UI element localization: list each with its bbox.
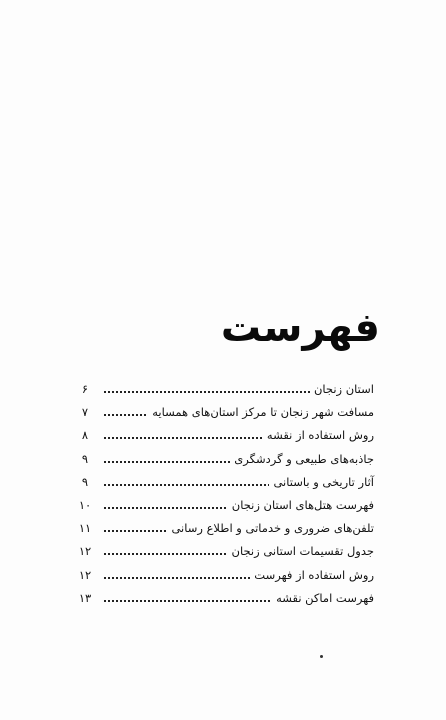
toc-entry — [78, 496, 374, 519]
toc-entry-page: ۱۲ — [78, 544, 92, 559]
page-mark-dot — [320, 655, 323, 658]
toc-entry-label: آثار تاریخی و باستانی — [269, 474, 374, 490]
toc-entry — [78, 473, 374, 496]
toc-entry — [78, 450, 374, 473]
toc-entry — [78, 426, 374, 449]
toc-entry-page: ۹ — [78, 474, 92, 490]
toc-entry-label: جاذبه‌های طبیعی و گردشگری — [230, 451, 374, 467]
toc-entry — [78, 566, 374, 589]
toc-entry-label: مسافت شهر زنجان تا مرکز استان‌های همسایه — [148, 404, 374, 420]
toc-entry — [78, 589, 374, 612]
toc-entry-page: ۱۳ — [78, 590, 92, 605]
toc-entry-page: ۷ — [78, 404, 92, 420]
toc-entry-page: ۱۲ — [78, 567, 92, 582]
toc-list — [78, 380, 374, 612]
toc-entry-page: ۸ — [78, 427, 92, 443]
toc-entry-label: فهرست هتل‌های استان زنجان — [228, 497, 374, 513]
toc-entry-page: ۹ — [78, 451, 92, 467]
toc-entry-label: فهرست اماکن نقشه — [272, 590, 374, 606]
toc-title: فهرست — [220, 305, 380, 351]
toc-entry-label: جدول تقسیمات استانی زنجان — [228, 543, 374, 559]
toc-entry-page: ۶ — [78, 381, 92, 397]
toc-entry-label: روش استفاده از نقشه — [263, 427, 374, 443]
toc-entry — [78, 403, 374, 426]
toc-entry — [78, 380, 374, 403]
toc-entry-page: ۱۱ — [78, 521, 92, 536]
toc-entry-page: ۱۰ — [78, 497, 92, 512]
toc-entry — [78, 542, 374, 565]
toc-entry-label: استان زنجان — [310, 381, 374, 397]
toc-entry-label: روش استفاده از فهرست — [250, 567, 374, 583]
toc-entry-label: تلفن‌های ضروری و خدماتی و اطلاع رسانی — [167, 520, 374, 536]
toc-entry — [78, 519, 374, 542]
